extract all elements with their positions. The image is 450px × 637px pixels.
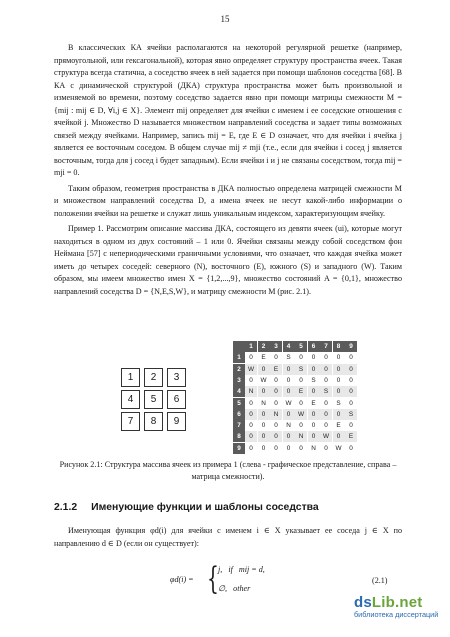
matrix-cell: 0 <box>349 399 353 407</box>
matrix-cell: 0 <box>311 354 316 362</box>
matrix-cell: 0 <box>258 364 270 375</box>
matrix-cell: S <box>336 399 341 407</box>
paragraph: В классических КА ячейки располагаются на некоторой регулярной решетке (например, прямоугольной, или гексагональной), которая явно определяет структуру пространства ячеек. Такая структура всегда статична, а соседство ячеек в ней задается при помощи шаблонов соседства [68]. В КА с динамической структурой (ДКА) структура пространства может быть произвольной и изменяемой во времени, поэтому соседство задается явно при помощи матрицы смежности M = {mij : mij ∈ D, ∀i,j ∈ X}. Элемент mij определяет для ячейки с именем i ее соседские отношения с ячейкой j. Множество D называется множеством направлений соседства и задает типы возможных связей между ячейками. Например, запись mij = E, где E ∈ D означает, что для ячейки i ячейка j является ее восточным соседом. В общем случае mij ≠ mji (т.е., если для ячейки i сосед j является восточным, тогда для j сосед i будет западным). Если ячейки i и j не связаны соседством, тогда mij = mji = 0. <box>54 43 402 177</box>
matrix-cell: S <box>311 376 316 384</box>
matrix-cell: 0 <box>324 422 328 430</box>
matrix-cell: 0 <box>349 354 353 362</box>
body-text-bottom <box>54 525 402 553</box>
matrix-cell: 0 <box>333 431 345 442</box>
matrix-cell: 0 <box>299 422 303 430</box>
matrix-cell: 0 <box>249 354 253 362</box>
matrix-cell: N <box>245 386 257 397</box>
matrix-row-header: 8 <box>233 431 245 442</box>
matrix-cell: 0 <box>308 431 320 442</box>
matrix-cell: 0 <box>349 376 353 384</box>
matrix-cell: N <box>295 431 307 442</box>
equation-number: (2.1) <box>372 576 388 585</box>
matrix-cell: 0 <box>274 376 278 384</box>
matrix-corner <box>233 341 245 352</box>
matrix-column-header: 9 <box>345 341 357 352</box>
matrix-cell: 0 <box>324 399 328 407</box>
matrix-cell: 0 <box>345 364 357 375</box>
matrix-cell: 0 <box>283 409 295 420</box>
matrix-cell: 0 <box>258 409 270 420</box>
matrix-cell: 0 <box>270 386 282 397</box>
grid-cell: 4 <box>121 390 140 409</box>
matrix-cell: 0 <box>258 431 270 442</box>
matrix-cell: 0 <box>249 444 253 452</box>
matrix-column-header: 1 <box>245 341 257 352</box>
matrix-cell: E <box>345 431 357 442</box>
equation <box>170 562 400 598</box>
grid-cell: 8 <box>144 412 163 431</box>
matrix-cell: 0 <box>345 386 357 397</box>
matrix-cell: E <box>336 422 341 430</box>
matrix-cell: 0 <box>249 422 253 430</box>
matrix-cell: 0 <box>274 399 278 407</box>
matrix-cell: 0 <box>299 444 303 452</box>
matrix-row-header: 7 <box>233 420 245 431</box>
matrix-cell: 0 <box>324 376 328 384</box>
matrix-cell: W <box>245 364 257 375</box>
figure-caption: Рисунок 2.1: Структура массива ячеек из примера 1 (слева - графическое представление, справа – матрица смежности). <box>59 460 397 481</box>
matrix-cell: 0 <box>299 399 303 407</box>
matrix-cell: 0 <box>333 386 345 397</box>
matrix-cell: W <box>335 444 342 452</box>
matrix-cell: 0 <box>324 444 328 452</box>
matrix-cell: S <box>295 364 307 375</box>
matrix-cell: 0 <box>333 364 345 375</box>
section-number: 2.1.2 <box>54 502 78 513</box>
matrix-column-header: 4 <box>283 341 295 352</box>
matrix-cell: W <box>260 376 267 384</box>
matrix-column-header: 2 <box>258 341 270 352</box>
matrix-cell: 0 <box>249 399 253 407</box>
matrix-cell: N <box>261 399 266 407</box>
matrix-cell: 0 <box>283 431 295 442</box>
matrix-cell: 0 <box>286 376 291 384</box>
matrix-cell: 0 <box>274 422 278 430</box>
matrix-cell: 0 <box>274 354 278 362</box>
matrix-cell: 0 <box>245 431 257 442</box>
body-text-top <box>54 42 402 301</box>
grid-cell: 9 <box>167 412 186 431</box>
section-heading <box>54 502 319 513</box>
matrix-cell: 0 <box>249 376 253 384</box>
matrix-column-header: 7 <box>320 341 332 352</box>
matrix-cell: 0 <box>283 364 295 375</box>
equation-case-1: j, if mij = d, <box>218 565 265 574</box>
matrix-cell: 0 <box>336 354 341 362</box>
matrix-cell: 0 <box>261 422 266 430</box>
matrix-cell: 0 <box>336 376 341 384</box>
matrix-cell: N <box>270 409 282 420</box>
matrix-cell: S <box>320 386 332 397</box>
matrix-cell: 0 <box>308 386 320 397</box>
equation-case-2: ∅, other <box>218 584 251 593</box>
matrix-cell: W <box>285 399 292 407</box>
brace-symbol: { <box>206 561 219 597</box>
matrix-cell: N <box>311 444 316 452</box>
watermark-brand-b: Lib.net <box>371 594 423 611</box>
matrix-cell: 0 <box>311 422 316 430</box>
paragraph: Пример 1. Рассмотрим описание массива ДКА, состоящего из девяти ячеек (ui), которые могут находиться в одном из двух состояний – 1 или 0. Ячейки связаны между собой соседством фон Неймана [57] с непериодическими граничными условиями, что означает, что каждая ячейка может иметь до четырех соседей: северного (N), восточного (E), южного (S) и западного (W). Таким образом, мы имеем множество имен X = {1,2,...,9}, множество состояний A = {0,1}, множество направлений соседства D = {N,E,S,W}, и матрицу смежности M (рис. 2.1). <box>54 224 402 296</box>
matrix-column-header: 6 <box>308 341 320 352</box>
matrix-cell: 0 <box>245 409 257 420</box>
matrix-cell: S <box>286 354 291 362</box>
watermark-logo <box>354 594 446 634</box>
matrix-column-header: 8 <box>333 341 345 352</box>
matrix-cell: 0 <box>283 386 295 397</box>
matrix-row-header: 1 <box>233 352 245 363</box>
matrix-cell: E <box>295 386 307 397</box>
watermark-subtitle: библиотека диссертаций <box>354 610 439 619</box>
grid-cell: 2 <box>144 368 163 387</box>
matrix-cell: S <box>345 409 357 420</box>
matrix-cell: W <box>295 409 307 420</box>
section-title: Именующие функции и шаблоны соседства <box>91 502 319 513</box>
matrix-cell: 0 <box>308 409 320 420</box>
matrix-cell: N <box>286 422 291 430</box>
matrix-cell: 0 <box>349 444 353 452</box>
page-number: 15 <box>220 14 230 24</box>
paragraph: Таким образом, геометрия пространства в ДКА полностью определена матрицей смежности M и множеством направлений соседства D, а имена ячеек не несут какой-либо информации о положении ячейки на решетке и служат лишь уникальным индексом, характеризующим ячейку. <box>54 183 402 218</box>
matrix-cell: E <box>311 399 316 407</box>
matrix-cell: E <box>270 364 282 375</box>
matrix-column-header: 3 <box>270 341 282 352</box>
grid-cell: 5 <box>144 390 163 409</box>
matrix-cell: 0 <box>270 431 282 442</box>
matrix-cell: 0 <box>333 409 345 420</box>
matrix-cell: 0 <box>308 364 320 375</box>
matrix-row-header: 5 <box>233 398 245 409</box>
matrix-cell: 0 <box>320 364 332 375</box>
matrix-cell: 0 <box>258 386 270 397</box>
grid-cell: 6 <box>167 390 186 409</box>
grid-cell: 3 <box>167 368 186 387</box>
matrix-cell: 0 <box>261 444 266 452</box>
matrix-cell: 0 <box>324 354 328 362</box>
watermark-brand-a: ds <box>354 594 372 611</box>
matrix-cell: 0 <box>299 354 303 362</box>
matrix-row-header: 6 <box>233 409 245 420</box>
equation-lhs: φd(i) = <box>170 575 194 584</box>
matrix-cell: 0 <box>286 444 291 452</box>
matrix-cell: 0 <box>299 376 303 384</box>
grid-cell: 1 <box>121 368 140 387</box>
matrix-cell: 0 <box>349 422 353 430</box>
grid-cell: 7 <box>121 412 140 431</box>
matrix-row-header: 9 <box>233 443 245 454</box>
matrix-cell: 0 <box>274 444 278 452</box>
matrix-row-header: 3 <box>233 375 245 386</box>
matrix-column-header: 5 <box>295 341 307 352</box>
matrix-cell: 0 <box>320 409 332 420</box>
matrix-row-header: 2 <box>233 364 245 375</box>
paragraph: Именующая функция φd(i) для ячейки с именем i ∈ X указывает ее соседа j ∈ X по направлению d ∈ D (если он существует): <box>54 526 402 548</box>
matrix-cell: W <box>320 431 332 442</box>
matrix-cell: E <box>261 354 266 362</box>
matrix-row-header: 4 <box>233 386 245 397</box>
